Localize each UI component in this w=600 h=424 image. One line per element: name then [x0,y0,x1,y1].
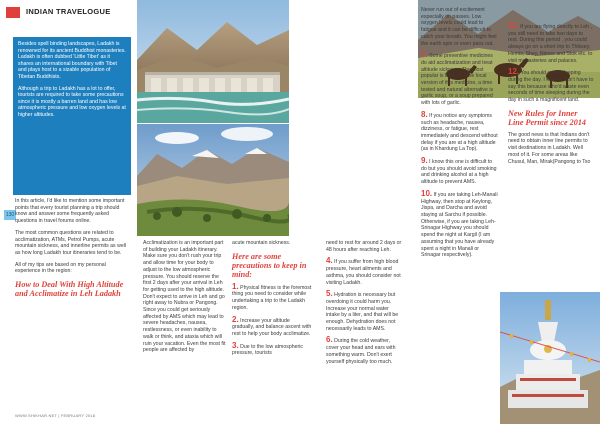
tip-item: 5. Hydration is necessary but overdoing it could harm you. Increase your normal water intake by a liter, and that will be enough. Dehydration does not necessarily leads to AMS. [326,289,399,332]
tip-item: 9. I know this one is difficult to do but you should avoid smoking and drinking alcohol at a high altitude to prevent AMS. [421,156,497,186]
tip-item: 6. During the cold weather, cover your head and ears with something warm. Don't exert yourself physically too much. [326,335,396,365]
body-paragraph: acute mountain sickness. [232,240,291,246]
tip-item: 11. If you are flying directly to Leh , you still need to take two days to rest. During this period , you could always go on a short trip to Thiksey, Hemis, Shey, Nimoo and Stok etc. to visit monasteries and palaces. [508,21,593,64]
body-paragraph: In this article, I'd like to mention some important points that every tourist planning a trip should know and answer some frequently asked questions in travel forums online. [15,198,125,225]
section-heading: New Rules for Inner Line Permit since 2014 [508,108,587,127]
section-title: INDIAN TRAVELOGUE [26,7,111,16]
column-4 [326,240,402,370]
column-2 [143,240,226,359]
body-paragraph: need to rest for around 2 days or 48 hours after reaching Leh. [326,240,402,253]
body-paragraph: The most common questions are related to acclimatization, ATMs, Petrol Pumps, acute mountain sickness, and innerline permits as well as how long Ladakh tour itineraries tend to be. [15,229,127,256]
page-number: 130 [5,212,15,218]
footer: WWW.SHIKHAR.NET | FEBRUARY 2018 [15,413,96,418]
tip-item: 8. If you notice any symptoms such as headache, nausea, dizziness, or fatigue, rest immediately and descend without delay if you are at a high altitude (as in Khardung La Top). [421,109,498,153]
photo-stupa [500,292,600,424]
column-3 [232,240,312,362]
column-6 [508,23,594,170]
tip-item: 7. Some preventive medicines do aid acclimatization and treat altitude sickness. The most popular is Diamox. The local version of this medicine, a time tested and natural alternative is garlic soup, or a soup prepared with lots of garlic. [421,50,494,107]
body-paragraph: Never run out of excitement especially on passes. Low oxygen levels could lead to fatigue and it can be difficult to catch your breath. You might feel the earth spin or even pass out. [421,7,497,47]
body-paragraph: Acclimatization is an important part of building your Ladakh itinerary. Make sure you don't rush your trip and allow time for your body to adjust to the low atmospheric pressure. You should reserve the first 2 days after your arrival in Leh for getting used to the high altitude. Don't expect to arrive in Leh and go right away to Nubra or Pangong. Since you could get seriously affected by AMS which may lead to severe headaches, nausea, restlessness, or even inability to walk or think, and ataxia which will ruin your vacation. Even the most fit people are affected by [143,240,226,354]
tip-item: 3. Due to the low atmospheric pressure, tourists [232,340,303,357]
tip-item: 12. You should avoid sleeping during the day. I know I didn't have to say this because who'd waste even seconds of time sleeping during the day in such a magnificent land. [508,67,594,104]
section-heading: Here are some precautions to keep in mind: [232,251,307,279]
section-marker [6,7,20,18]
tip-item: 1. Physical fitness is the foremost thing you need to consider while undertaking a trip to the Ladakh region. [232,281,312,311]
photo-valley [137,124,289,236]
intro-sidebar [13,37,131,195]
section-heading: How to Deal With High Altitude and Acclimatize in Leh Ladakh [15,280,124,299]
sidebar-paragraph: Besides spell binding landscapes, Ladakh is renowned for its ancient Buddhist monasteries. Ladakh is often dubbed 'Little Tibet' as it shares an international boundary with Tibet and plays host to a sizable population of Tibetan Buddhists. [18,41,126,80]
tip-item: 4. If you suffer from high blood pressure, heart ailments and asthma, you should consider not visiting Ladakh. [326,256,401,286]
column-1 [15,198,132,298]
body-paragraph: All of my tips are based on my personal experience in the region: [15,261,106,275]
photo-dam [137,0,289,123]
sidebar-paragraph: Although a trip to Ladakh has a lot to offer, tourists are required to take some precautions since it is mostly a barren land and has low atmospheric pressure and low oxygen levels at higher altitudes. [18,85,126,118]
body-paragraph: The good news is that Indians don't need to obtain inner line permits to visit destinations in Ladakh. Well most of it. For some areas like Chusul, Man, Mirak(Pangong to Tso [508,131,591,165]
tip-item: 2. Increase your altitude gradually, and balance ascent with rest to help your body acclimatize. [232,314,312,337]
tip-item: 10. If you are taking Leh-Manali Highway, then stop at Keylong, Jispa, and Darcha and avoid staying at Sarchu if possible. Otherwise, if you are taking Leh-Srinagar Highway you should spend the night at Kargil (I am assuming that you have already spent a night in Manali or Srinagar respectively). [421,188,498,259]
column-5 [421,7,499,264]
